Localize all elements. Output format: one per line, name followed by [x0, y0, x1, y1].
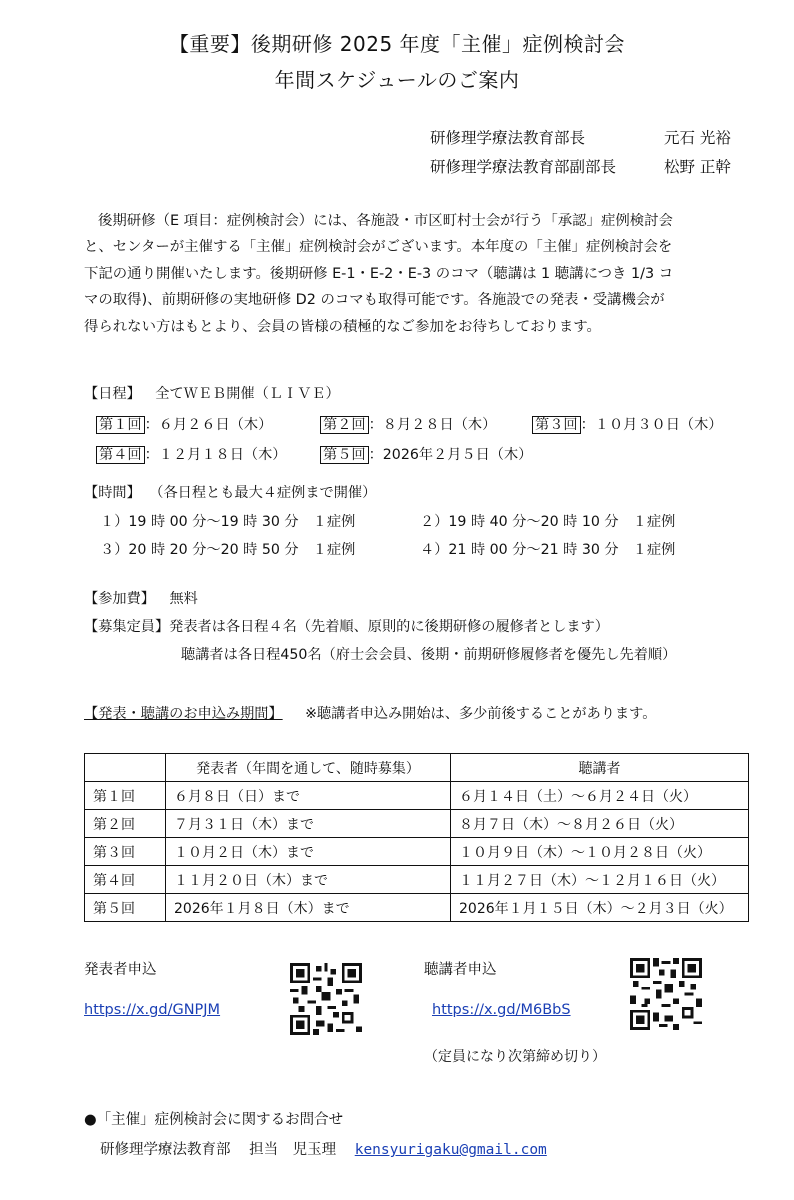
table-row — [85, 810, 749, 838]
session-label: 第５回 — [320, 446, 369, 464]
table-cell: 第１回 — [85, 782, 166, 810]
application-table — [84, 753, 749, 922]
session-date: ：2026年２月５日（木） — [368, 447, 533, 463]
author-2 — [430, 155, 731, 177]
time-slot: ３）20 時 20 分～20 時 50 分 １症例 — [100, 542, 356, 558]
page-subtitle: 年間スケジュールのご案内 — [274, 68, 520, 92]
table-cell: ６月８日（日）まで — [166, 782, 451, 810]
table-cell: 第４回 — [85, 866, 166, 894]
time-note: （各日程とも最大４症例まで開催） — [149, 485, 377, 501]
capacity-label: 【募集定員】 — [84, 619, 170, 635]
contact-line — [100, 1138, 547, 1159]
audience-signup-label: 聴講者申込 — [424, 962, 497, 978]
table-row — [85, 866, 749, 894]
table-cell: ６月１４日（土）～６月２４日（火） — [451, 782, 749, 810]
author-role: 研修理学療法教育部長 — [430, 129, 586, 147]
contact-email-link[interactable]: kensyurigaku@gmail.com — [354, 1142, 547, 1158]
contact-dept: 研修理学療法教育部 — [100, 1142, 231, 1158]
author-role: 研修理学療法教育部副部長 — [430, 158, 617, 176]
table-header: 聴講者 — [451, 754, 749, 782]
table-cell: ８月７日（木）～８月２６日（火） — [451, 810, 749, 838]
audience-qr-code-icon[interactable] — [630, 958, 702, 1030]
schedule-session-2 — [320, 414, 496, 434]
schedule-session-3 — [532, 414, 722, 434]
presenter-signup-label: 発表者申込 — [84, 962, 157, 978]
capacity-row — [84, 616, 609, 636]
schedule-format: 全てＷＥＢ開催（ＬＩＶＥ） — [155, 386, 340, 402]
schedule-session-4 — [96, 444, 286, 464]
table-cell: 第２回 — [85, 810, 166, 838]
audience-signup-note: （定員になり次第締め切り） — [424, 1049, 606, 1065]
table-cell: １０月２日（木）まで — [166, 838, 451, 866]
author-1 — [430, 126, 731, 148]
table-cell: 第５回 — [85, 894, 166, 922]
table-header: 発表者（年間を通して、随時募集） — [166, 754, 451, 782]
table-row — [85, 782, 749, 810]
presenter-signup-link[interactable]: https://x.gd/GNPJM — [84, 1002, 221, 1018]
presenter-qr-code-icon[interactable] — [290, 963, 362, 1035]
table-cell: １０月９日（木）～１０月２８日（火） — [451, 838, 749, 866]
session-label: 第４回 — [96, 446, 145, 464]
time-heading — [84, 482, 376, 502]
capacity-presenter: 発表者は各日程４名（先着順、原則的に後期研修の履修者とします） — [169, 619, 609, 635]
table-cell: １１月２０日（木）まで — [166, 866, 451, 894]
intro-paragraph — [84, 208, 754, 340]
contact-person: 担当 児玉理 — [249, 1142, 337, 1158]
table-header-row — [85, 754, 749, 782]
time-label: 【時間】 — [84, 485, 141, 501]
author-name: 松野 正幹 — [664, 158, 731, 176]
intro-line: マの取得)、前期研修の実地研修 D2 のコマも取得可能です。各施設での発表・受講機会が — [84, 292, 665, 309]
session-date: ：６月２６日（木） — [144, 417, 273, 433]
time-slot: １）19 時 00 分～19 時 30 分 １症例 — [100, 514, 356, 530]
session-date: ：１２月１８日（木） — [144, 447, 287, 463]
session-label: 第３回 — [532, 416, 581, 434]
session-label: 第２回 — [320, 416, 369, 434]
audience-signup-link[interactable]: https://x.gd/M6BbS — [432, 1002, 571, 1018]
capacity-audience: 聴講者は各日程450名（府士会会員、後期・前期研修履修者を優先し先着順） — [181, 647, 677, 663]
fee-row — [84, 588, 198, 608]
schedule-label: 【日程】 — [84, 386, 141, 402]
fee-label: 【参加費】 — [84, 591, 155, 607]
intro-line: 下記の通り開催いたします。後期研修 E-1・E-2・E-3 のコマ（聴講は 1 聴講につき 1/3 コ — [84, 265, 674, 282]
table-cell: 第３回 — [85, 838, 166, 866]
application-note: ※聴講者申込み開始は、多少前後することがあります。 — [305, 706, 657, 722]
application-row — [84, 703, 656, 723]
table-row — [85, 894, 749, 922]
author-name: 元石 光裕 — [664, 129, 731, 147]
session-label: 第１回 — [96, 416, 145, 434]
table-cell: ７月３１日（木）まで — [166, 810, 451, 838]
time-slot: ２）19 時 40 分～20 時 10 分 １症例 — [420, 514, 676, 530]
page-title: 【重要】後期研修 2025 年度「主催」症例検討会 — [168, 32, 626, 56]
session-date: ：８月２８日（木） — [368, 417, 497, 433]
schedule-row-1 — [96, 414, 272, 434]
intro-line: 後期研修（E 項目：症例検討会）には、各施設・市区町村士会が行う「承認」症例検討会 — [98, 213, 673, 229]
contact-heading: ●「主催」症例検討会に関するお問合せ — [84, 1112, 344, 1128]
intro-line: と、センターが主催する「主催」症例検討会がございます。本年度の「主催」症例検討会を — [84, 239, 673, 256]
table-cell: 2026年１月８日（木）まで — [166, 894, 451, 922]
table-cell: 2026年１月１５日（木）～２月３日（火） — [451, 894, 749, 922]
table-header — [85, 754, 166, 782]
session-date: ：１０月３０日（木） — [580, 417, 723, 433]
time-slot: ４）21 時 00 分～21 時 30 分 １症例 — [420, 542, 676, 558]
intro-line: 得られない方はもとより、会員の皆様の積極的なご参加をお待ちしております。 — [84, 318, 601, 335]
schedule-heading — [84, 383, 340, 403]
table-cell: １１月２７日（木）～１２月１６日（火） — [451, 866, 749, 894]
schedule-session-5 — [320, 444, 532, 464]
fee-value: 無料 — [169, 591, 198, 607]
application-label: 【発表・聴講のお申込み期間】 — [84, 706, 283, 722]
table-row — [85, 838, 749, 866]
